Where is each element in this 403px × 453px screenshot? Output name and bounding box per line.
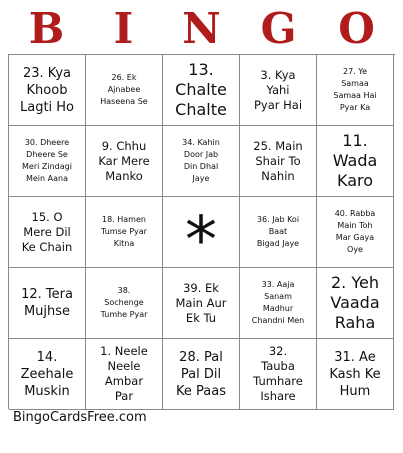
bingo-cell-text: 31. Ae Kash Ke Hum — [329, 349, 381, 399]
bingo-cell-text: 40. Rabba Main Toh Mar Gaya Oye — [334, 209, 376, 254]
header-letter-i: I — [113, 4, 134, 53]
bingo-cell-text: 36. Jab Koi Baat Bigad Jaye — [256, 215, 300, 248]
bingo-cell-text: 23. Kya Khoob Lagti Ho — [19, 65, 75, 115]
bingo-cell-text: 15. O Mere Dil Ke Chain — [21, 209, 73, 254]
bingo-cell-text: 30. Dheere Dheere Se Meri Zindagi Mein Aana — [22, 138, 72, 183]
bingo-cell[interactable] — [86, 268, 163, 339]
bingo-header — [8, 5, 395, 53]
bingo-cell[interactable] — [163, 268, 240, 339]
bingo-cell[interactable] — [163, 126, 240, 197]
bingo-cell[interactable] — [317, 126, 394, 197]
bingo-cell-text: 13. Chalte Chalte — [175, 60, 227, 119]
bingo-cell[interactable] — [9, 268, 86, 339]
bingo-cell-text: 39. Ek Main Aur Ek Tu — [175, 280, 227, 325]
bingo-cell[interactable] — [86, 55, 163, 126]
bingo-cell[interactable] — [86, 197, 163, 268]
bingo-cell[interactable] — [9, 55, 86, 126]
bingo-cell[interactable] — [317, 268, 394, 339]
header-letter-n: N — [182, 4, 221, 53]
bingo-cell[interactable] — [240, 55, 317, 126]
bingo-cell[interactable] — [317, 55, 394, 126]
bingo-cell-text: 33. Aaja Sanam Madhur Chandni Men — [251, 280, 305, 325]
bingo-cell-text: 26. Ek Ajnabee Haseena Se — [100, 73, 148, 106]
bingo-cell-text: 27. Ye Samaa Samaa Hai Pyar Ka — [333, 67, 377, 112]
bingo-cell-text: 28. Pal Pal Dil Ke Paas — [176, 349, 226, 399]
bingo-cell[interactable] — [9, 197, 86, 268]
bingo-cell[interactable] — [317, 197, 394, 268]
bingo-cell[interactable] — [9, 126, 86, 197]
bingo-cell-text: 14. Zeehale Muskin — [20, 349, 74, 399]
bingo-cell-text: 11. Wada Karo — [332, 131, 378, 190]
bingo-cell[interactable] — [317, 339, 394, 410]
bingo-cell[interactable] — [240, 268, 317, 339]
header-letter-o: O — [338, 4, 375, 53]
bingo-cell[interactable] — [86, 126, 163, 197]
bingo-cell[interactable] — [240, 126, 317, 197]
header-letter-g: G — [260, 4, 297, 53]
bingo-cell[interactable] — [240, 339, 317, 410]
bingo-cell[interactable] — [163, 55, 240, 126]
bingo-cell-text: 9. Chhu Kar Mere Manko — [98, 138, 150, 183]
bingo-cell-text: 18. Hamen Tumse Pyar Kitna — [101, 215, 147, 248]
free-space-cell[interactable] — [163, 197, 240, 268]
bingo-grid — [8, 54, 395, 409]
bingo-cell-text: 12. Tera Mujhse — [21, 287, 73, 319]
free-space-star-icon: * — [185, 204, 217, 268]
bingo-cell-text: 32. Tauba Tumhare Ishare — [253, 344, 303, 403]
bingo-cell[interactable] — [163, 339, 240, 410]
bingo-cell-text: 38. Sochenge Tumhe Pyar — [100, 286, 148, 319]
bingo-cell-text: 25. Main Shair To Nahin — [253, 138, 303, 183]
bingo-cell[interactable] — [86, 339, 163, 410]
bingo-cell-text: 3. Kya Yahi Pyar Hai — [253, 67, 303, 112]
bingo-cell-text: 1. Neele Neele Ambar Par — [100, 344, 148, 403]
bingo-cell[interactable] — [240, 197, 317, 268]
bingo-cell[interactable] — [9, 339, 86, 410]
bingo-cell-text: 34. Kahin Door Jab Din Dhal Jaye — [182, 138, 220, 183]
site-credit: BingoCardsFree.com — [13, 410, 147, 425]
bingo-cell-text: 2. Yeh Vaada Raha — [330, 273, 380, 332]
header-letter-b: B — [28, 4, 65, 53]
